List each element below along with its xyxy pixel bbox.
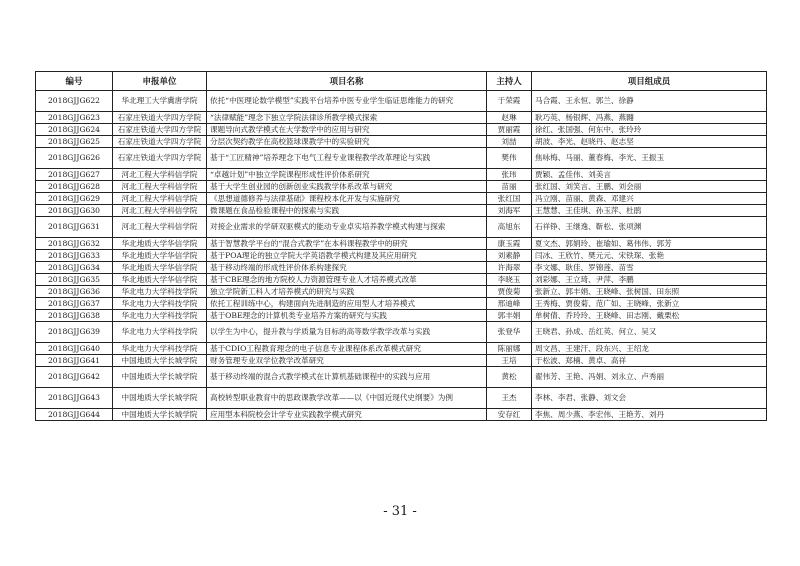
cell-members: 周文昌、王建汗、段东兴、王绍龙 bbox=[532, 343, 767, 355]
cell-number: 2018GJJG640 bbox=[36, 343, 113, 355]
cell-host: 康玉霞 bbox=[487, 238, 532, 250]
table-row bbox=[36, 367, 767, 388]
table-row bbox=[36, 205, 767, 217]
table-row bbox=[36, 217, 767, 238]
cell-members: 于松波、郑楠、黄卓、高祥 bbox=[532, 355, 767, 367]
cell-members: 张新立、郭丰娟、王晓峰、张树国、田东照 bbox=[532, 286, 767, 298]
cell-host: 安存红 bbox=[487, 409, 532, 421]
cell-members: 翟伟芳、王艳、冯娟、刘永立、卢秀丽 bbox=[532, 367, 767, 388]
cell-host: 刘喆 bbox=[487, 136, 532, 148]
cell-host: 王杰 bbox=[487, 388, 532, 409]
cell-host: 樊伟 bbox=[487, 148, 532, 169]
cell-unit: 华北地质大学华信学院 bbox=[113, 262, 207, 274]
cell-project-name: 基于CBE理念的地方院校人力资源管理专业人才培养模式改革 bbox=[207, 274, 487, 286]
cell-number: 2018GJJG634 bbox=[36, 262, 113, 274]
cell-unit: 河北工程大学科信学院 bbox=[113, 169, 207, 181]
cell-project-name: “法律赋能”理念下独立学院法律诊所教学模式探索 bbox=[207, 112, 487, 124]
cell-members: 胡波、李光、赵晓丹、赵志坚 bbox=[532, 136, 767, 148]
cell-project-name: 财务管理专业双学位教学改革研究 bbox=[207, 355, 487, 367]
cell-project-name: 对接企业需求的学研双驱模式的能动专业卓实培养教学模式构建与探索 bbox=[207, 217, 487, 238]
cell-number: 2018GJJG623 bbox=[36, 112, 113, 124]
cell-members: 王晓君、孙成、岳红英、何立、吴又 bbox=[532, 322, 767, 343]
cell-unit: 华北理工大学冀唐学院 bbox=[113, 91, 207, 112]
cell-project-name: 基于大学生创业园的创新创业实践教学体系改革与研究 bbox=[207, 181, 487, 193]
table-row bbox=[36, 250, 767, 262]
cell-members: 王秀梅、贾俊菊、范广如、王晓峰、张新立 bbox=[532, 298, 767, 310]
cell-number: 2018GJJG643 bbox=[36, 388, 113, 409]
cell-project-name: 独立学院新工科人才培养模式的研究与实践 bbox=[207, 286, 487, 298]
cell-host: 贾俊菊 bbox=[487, 286, 532, 298]
cell-number: 2018GJJG638 bbox=[36, 310, 113, 322]
table-row bbox=[36, 238, 767, 250]
project-table bbox=[35, 71, 767, 421]
cell-project-name: 基于移动终端的混合式教学模式在计算机基础课程中的实践与应用 bbox=[207, 367, 487, 388]
cell-project-name: 《思想道德修养与法律基础》课程校本化开发与实施研究 bbox=[207, 193, 487, 205]
cell-project-name: 微课题在食品检验课程中的探索与实践 bbox=[207, 205, 487, 217]
cell-host: 刘海军 bbox=[487, 205, 532, 217]
cell-members: 石祥铮、王继逸、靳松、张项渊 bbox=[532, 217, 767, 238]
cell-members: 刘彩娜、王立琦、尹萍、李鹏 bbox=[532, 274, 767, 286]
header-project-name: 项目名称 bbox=[207, 72, 487, 91]
table-row bbox=[36, 355, 767, 367]
header-unit: 申报单位 bbox=[113, 72, 207, 91]
cell-project-name: 依托工程训练中心，构建面向先进制造的应用型人才培养模式 bbox=[207, 298, 487, 310]
cell-number: 2018GJJG628 bbox=[36, 181, 113, 193]
cell-project-name: 分层次契约教学在高校篮球课教学中的实验研究 bbox=[207, 136, 487, 148]
cell-unit: 中国地质大学长城学院 bbox=[113, 367, 207, 388]
cell-members: 单树倩、乔玲玲、王晓峰、田志刚、戴栗松 bbox=[532, 310, 767, 322]
cell-number: 2018GJJG630 bbox=[36, 205, 113, 217]
cell-unit: 华北电力大学科技学院 bbox=[113, 286, 207, 298]
cell-number: 2018GJJG624 bbox=[36, 124, 113, 136]
cell-host: 苗丽 bbox=[487, 181, 532, 193]
cell-members: 冯立刚、苗丽、黄森、邓建兴 bbox=[532, 193, 767, 205]
table-row bbox=[36, 169, 767, 181]
cell-project-name: 基于OBE理念的计算机类专业培养方案的研究与实践 bbox=[207, 310, 487, 322]
cell-unit: 中国地质大学长城学院 bbox=[113, 388, 207, 409]
table-row bbox=[36, 91, 767, 112]
cell-host: 贾丽霞 bbox=[487, 124, 532, 136]
cell-members: 王慧慧、王佳琪、孙玉萍、杜鹃 bbox=[532, 205, 767, 217]
cell-host: 于荣霞 bbox=[487, 91, 532, 112]
table-row bbox=[36, 274, 767, 286]
table-row bbox=[36, 262, 767, 274]
cell-host: 陈丽娜 bbox=[487, 343, 532, 355]
header-members: 项目组成员 bbox=[532, 72, 767, 91]
cell-project-name: 基于“工匠精神”培养理念下电气工程专业课程教学改革理论与实践 bbox=[207, 148, 487, 169]
cell-unit: 华北电力大学科技学院 bbox=[113, 343, 207, 355]
header-host: 主持人 bbox=[487, 72, 532, 91]
cell-host: 刘素静 bbox=[487, 250, 532, 262]
page-number: - 31 - bbox=[383, 504, 417, 519]
cell-members: 夏文杰、郭娟玲、崔瑜如、葛伟伟、郭芳 bbox=[532, 238, 767, 250]
cell-number: 2018GJJG635 bbox=[36, 274, 113, 286]
cell-number: 2018GJJG622 bbox=[36, 91, 113, 112]
table-row bbox=[36, 298, 767, 310]
cell-number: 2018GJJG633 bbox=[36, 250, 113, 262]
cell-project-name: 高校转型职业教育中的思政课教学改革——以《中国近现代史纲要》为例 bbox=[207, 388, 487, 409]
cell-unit: 河北工程大学科信学院 bbox=[113, 181, 207, 193]
table-row bbox=[36, 322, 767, 343]
cell-number: 2018GJJG626 bbox=[36, 148, 113, 169]
table-row bbox=[36, 343, 767, 355]
cell-unit: 华北电力大学科技学院 bbox=[113, 322, 207, 343]
cell-members: 李焦、周少燕、李宏伟、王艳芳、刘丹 bbox=[532, 409, 767, 421]
cell-project-name: 基于CDIO工程教育理念的电子信息专业课程体系改革模式研究 bbox=[207, 343, 487, 355]
cell-host: 邢迪峰 bbox=[487, 298, 532, 310]
cell-members: 马合霞、王永恒、郭兰、徐静 bbox=[532, 91, 767, 112]
table-body bbox=[36, 91, 767, 421]
table-row bbox=[36, 310, 767, 322]
cell-host: 高旭东 bbox=[487, 217, 532, 238]
cell-unit: 河北工程大学科信学院 bbox=[113, 193, 207, 205]
cell-members: 焦咏梅、马丽、董春梅、李光、王振玉 bbox=[532, 148, 767, 169]
cell-unit: 华北地质大学华信学院 bbox=[113, 238, 207, 250]
cell-unit: 华北电力大学科技学院 bbox=[113, 310, 207, 322]
cell-host: 黄松 bbox=[487, 367, 532, 388]
cell-members: 李林、李君、张静、刘文会 bbox=[532, 388, 767, 409]
header-number: 编号 bbox=[36, 72, 113, 91]
cell-number: 2018GJJG627 bbox=[36, 169, 113, 181]
cell-unit: 河北工程大学科信学院 bbox=[113, 205, 207, 217]
cell-project-name: “卓越计划”中独立学院课程形成性评价体系研究 bbox=[207, 169, 487, 181]
cell-project-name: 基于移动终端的形成性评价体系构建探究 bbox=[207, 262, 487, 274]
cell-number: 2018GJJG636 bbox=[36, 286, 113, 298]
cell-project-name: 应用型本科院校会计学专业实践教学模式研究 bbox=[207, 409, 487, 421]
cell-project-name: 基于智慧教学平台的“混合式教学”在本科课程教学中的研究 bbox=[207, 238, 487, 250]
cell-number: 2018GJJG644 bbox=[36, 409, 113, 421]
cell-unit: 中国地质大学长城学院 bbox=[113, 355, 207, 367]
table-row bbox=[36, 388, 767, 409]
cell-unit: 河北工程大学科信学院 bbox=[113, 217, 207, 238]
table-row bbox=[36, 112, 767, 124]
table-row bbox=[36, 286, 767, 298]
cell-number: 2018GJJG629 bbox=[36, 193, 113, 205]
cell-host: 张登华 bbox=[487, 322, 532, 343]
cell-project-name: 依托“中医理论数学模型”实践平台培养中医专业学生临证思维能力的研究 bbox=[207, 91, 487, 112]
cell-host: 张红国 bbox=[487, 193, 532, 205]
table-row bbox=[36, 409, 767, 421]
cell-number: 2018GJJG639 bbox=[36, 322, 113, 343]
table-header-row bbox=[36, 72, 767, 91]
cell-host: 赵琳 bbox=[487, 112, 532, 124]
cell-number: 2018GJJG641 bbox=[36, 355, 113, 367]
cell-unit: 石家庄铁道大学四方学院 bbox=[113, 112, 207, 124]
table-row bbox=[36, 148, 767, 169]
cell-number: 2018GJJG631 bbox=[36, 217, 113, 238]
cell-members: 张红国、刘笑言、王鹏、刘会丽 bbox=[532, 181, 767, 193]
cell-host: 许海翠 bbox=[487, 262, 532, 274]
cell-unit: 华北地质大学华信学院 bbox=[113, 274, 207, 286]
cell-number: 2018GJJG637 bbox=[36, 298, 113, 310]
cell-project-name: 以学生为中心，提升教与学质量为目标的高等数学教学改革与实践 bbox=[207, 322, 487, 343]
table-row bbox=[36, 124, 767, 136]
cell-host: 张玮 bbox=[487, 169, 532, 181]
cell-unit: 石家庄铁道大学四方学院 bbox=[113, 124, 207, 136]
cell-members: 徐红、张国强、何东中、张玲玲 bbox=[532, 124, 767, 136]
cell-host: 李晓玉 bbox=[487, 274, 532, 286]
cell-project-name: 课题导向式教学模式在大学数学中的应用与研究 bbox=[207, 124, 487, 136]
cell-host: 王培 bbox=[487, 355, 532, 367]
cell-unit: 华北地质大学华信学院 bbox=[113, 250, 207, 262]
cell-members: 贾颖、孟佳伟、刘美言 bbox=[532, 169, 767, 181]
cell-number: 2018GJJG632 bbox=[36, 238, 113, 250]
cell-project-name: 基于POA理论的独立学院大学英语教学模式构建及其应用研究 bbox=[207, 250, 487, 262]
cell-members: 耿巧英、杨银辉、冯燕、燕翾 bbox=[532, 112, 767, 124]
table-row bbox=[36, 193, 767, 205]
cell-number: 2018GJJG642 bbox=[36, 367, 113, 388]
cell-unit: 石家庄铁道大学四方学院 bbox=[113, 148, 207, 169]
cell-members: 李文娜、耿佳、罗锦莲、苗雪 bbox=[532, 262, 767, 274]
cell-number: 2018GJJG625 bbox=[36, 136, 113, 148]
cell-unit: 石家庄铁道大学四方学院 bbox=[113, 136, 207, 148]
table-row bbox=[36, 136, 767, 148]
cell-unit: 华北电力大学科技学院 bbox=[113, 298, 207, 310]
cell-unit: 中国地质大学长城学院 bbox=[113, 409, 207, 421]
table-row bbox=[36, 181, 767, 193]
cell-host: 郭丰娟 bbox=[487, 310, 532, 322]
cell-members: 闫冰、王欣竹、樊元元、宋铁琛、张艳 bbox=[532, 250, 767, 262]
